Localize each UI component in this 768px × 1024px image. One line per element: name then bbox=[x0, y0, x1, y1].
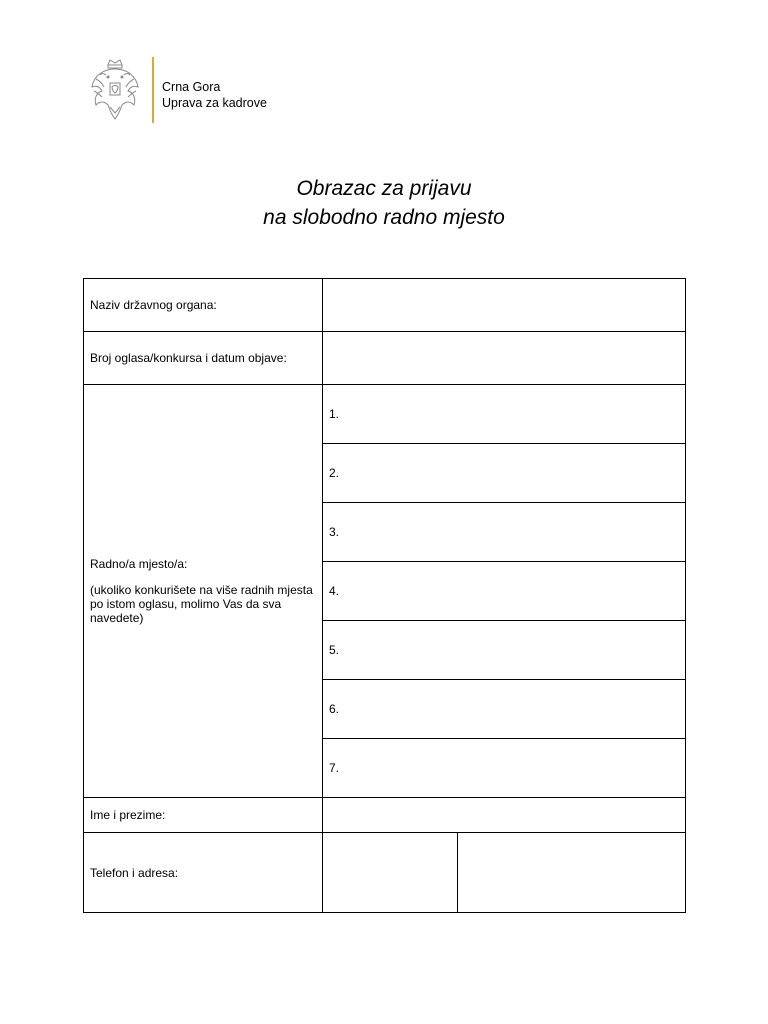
position-field-2[interactable]: 2. bbox=[323, 444, 686, 503]
positions-label: Radno/a mjesto/a: bbox=[90, 557, 188, 571]
positions-note: (ukoliko konkurišete na više radnih mjesta po istom oglasu, molimo Vas da sva navedete) bbox=[90, 583, 313, 625]
form-row-ad bbox=[84, 332, 686, 385]
position-row bbox=[84, 385, 686, 444]
position-field-7[interactable]: 7. bbox=[323, 739, 686, 798]
ad-field[interactable] bbox=[323, 332, 686, 385]
position-field-4[interactable]: 4. bbox=[323, 562, 686, 621]
position-field-6[interactable]: 6. bbox=[323, 680, 686, 739]
form-title bbox=[0, 174, 768, 232]
org-department: Uprava za kadrove bbox=[162, 96, 267, 110]
form-row-name bbox=[84, 798, 686, 833]
organ-field[interactable] bbox=[323, 279, 686, 332]
address-field[interactable] bbox=[458, 833, 686, 913]
ad-label: Broj oglasa/konkursa i datum objave: bbox=[84, 332, 323, 385]
application-form-table bbox=[83, 278, 686, 913]
name-field[interactable] bbox=[323, 798, 686, 833]
phone-field[interactable] bbox=[323, 833, 458, 913]
form-row-organ bbox=[84, 279, 686, 332]
header-divider bbox=[152, 57, 154, 123]
form-title-line2: na slobodno radno mjesto bbox=[263, 206, 505, 229]
position-field-1[interactable]: 1. bbox=[323, 385, 686, 444]
organ-label: Naziv državnog organa: bbox=[84, 279, 323, 332]
position-field-5[interactable]: 5. bbox=[323, 621, 686, 680]
position-field-3[interactable]: 3. bbox=[323, 503, 686, 562]
contact-label: Telefon i adresa: bbox=[84, 833, 323, 913]
form-row-contact bbox=[84, 833, 686, 913]
name-label: Ime i prezime: bbox=[84, 798, 323, 833]
org-country: Crna Gora bbox=[162, 80, 221, 94]
coat-of-arms-icon bbox=[88, 57, 142, 123]
organization-name bbox=[162, 79, 267, 111]
form-title-line1: Obrazac za prijavu bbox=[296, 177, 472, 200]
positions-label-cell bbox=[84, 385, 323, 798]
